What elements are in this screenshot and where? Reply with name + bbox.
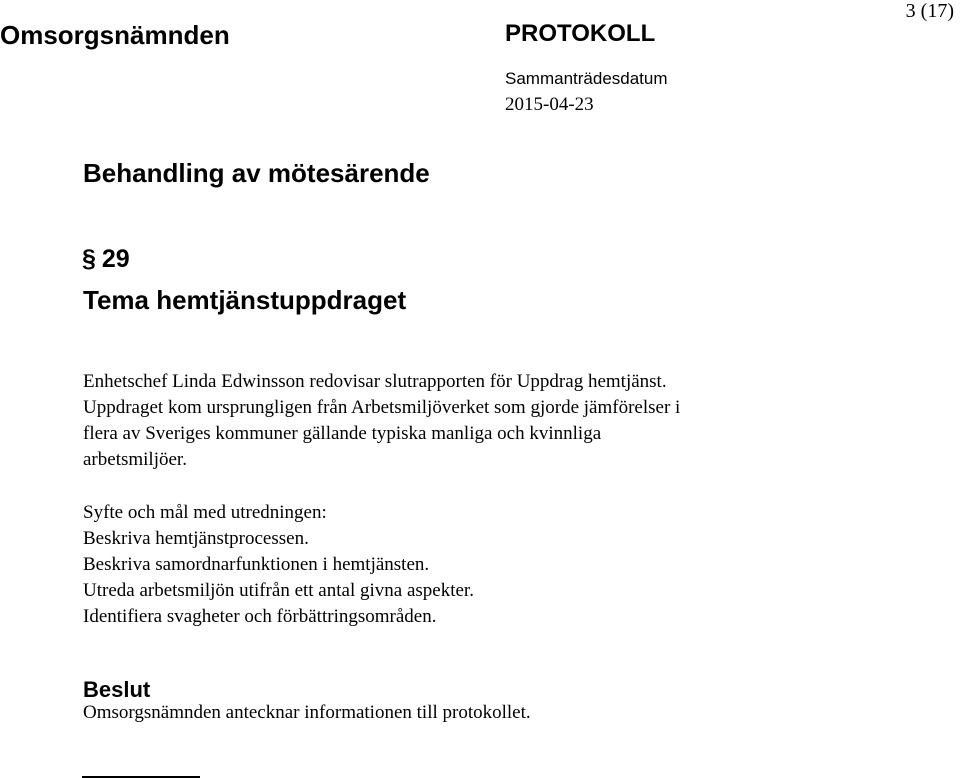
purpose-item: Utreda arbetsmiljön utifrån ett antal givna aspekter. [83, 580, 474, 601]
purpose-block [83, 500, 803, 630]
meeting-date-label: Sammanträdesdatum [505, 69, 668, 88]
purpose-item: Beskriva hemtjänstprocessen. [83, 528, 309, 549]
intro-line: Uppdraget kom ursprungligen från Arbetsmiljöverket som gjorde jämförelser i [83, 397, 681, 418]
item-title: Tema hemtjänstuppdraget [83, 285, 407, 315]
intro-line: flera av Sveriges kommuner gällande typiska manliga och kvinnliga [83, 423, 602, 444]
purpose-item: Beskriva samordnarfunktionen i hemtjänsten. [83, 554, 430, 575]
intro-line: Enhetschef Linda Edwinsson redovisar slutrapporten för Uppdrag hemtjänst. [83, 371, 667, 392]
purpose-heading: Syfte och mål med utredningen: [83, 502, 327, 523]
intro-line: arbetsmiljöer. [83, 449, 187, 470]
intro-text [83, 369, 803, 473]
organization-name: Omsorgsnämnden [0, 20, 230, 50]
paragraph-number-value: 29 [101, 245, 130, 273]
meeting-date: 2015-04-23 [505, 94, 594, 115]
decision-heading: Beslut [83, 677, 151, 702]
decision-text: Omsorgsnämnden antecknar informationen till protokollet. [83, 702, 531, 723]
purpose-item: Identifiera svagheter och förbättringsområden. [83, 606, 437, 627]
section-heading: Behandling av mötesärende [83, 158, 430, 188]
page-number: 3 (17) [905, 0, 954, 22]
paragraph-sign: § [82, 245, 96, 273]
document-type: PROTOKOLL [505, 20, 656, 47]
paragraph-number [82, 245, 130, 274]
